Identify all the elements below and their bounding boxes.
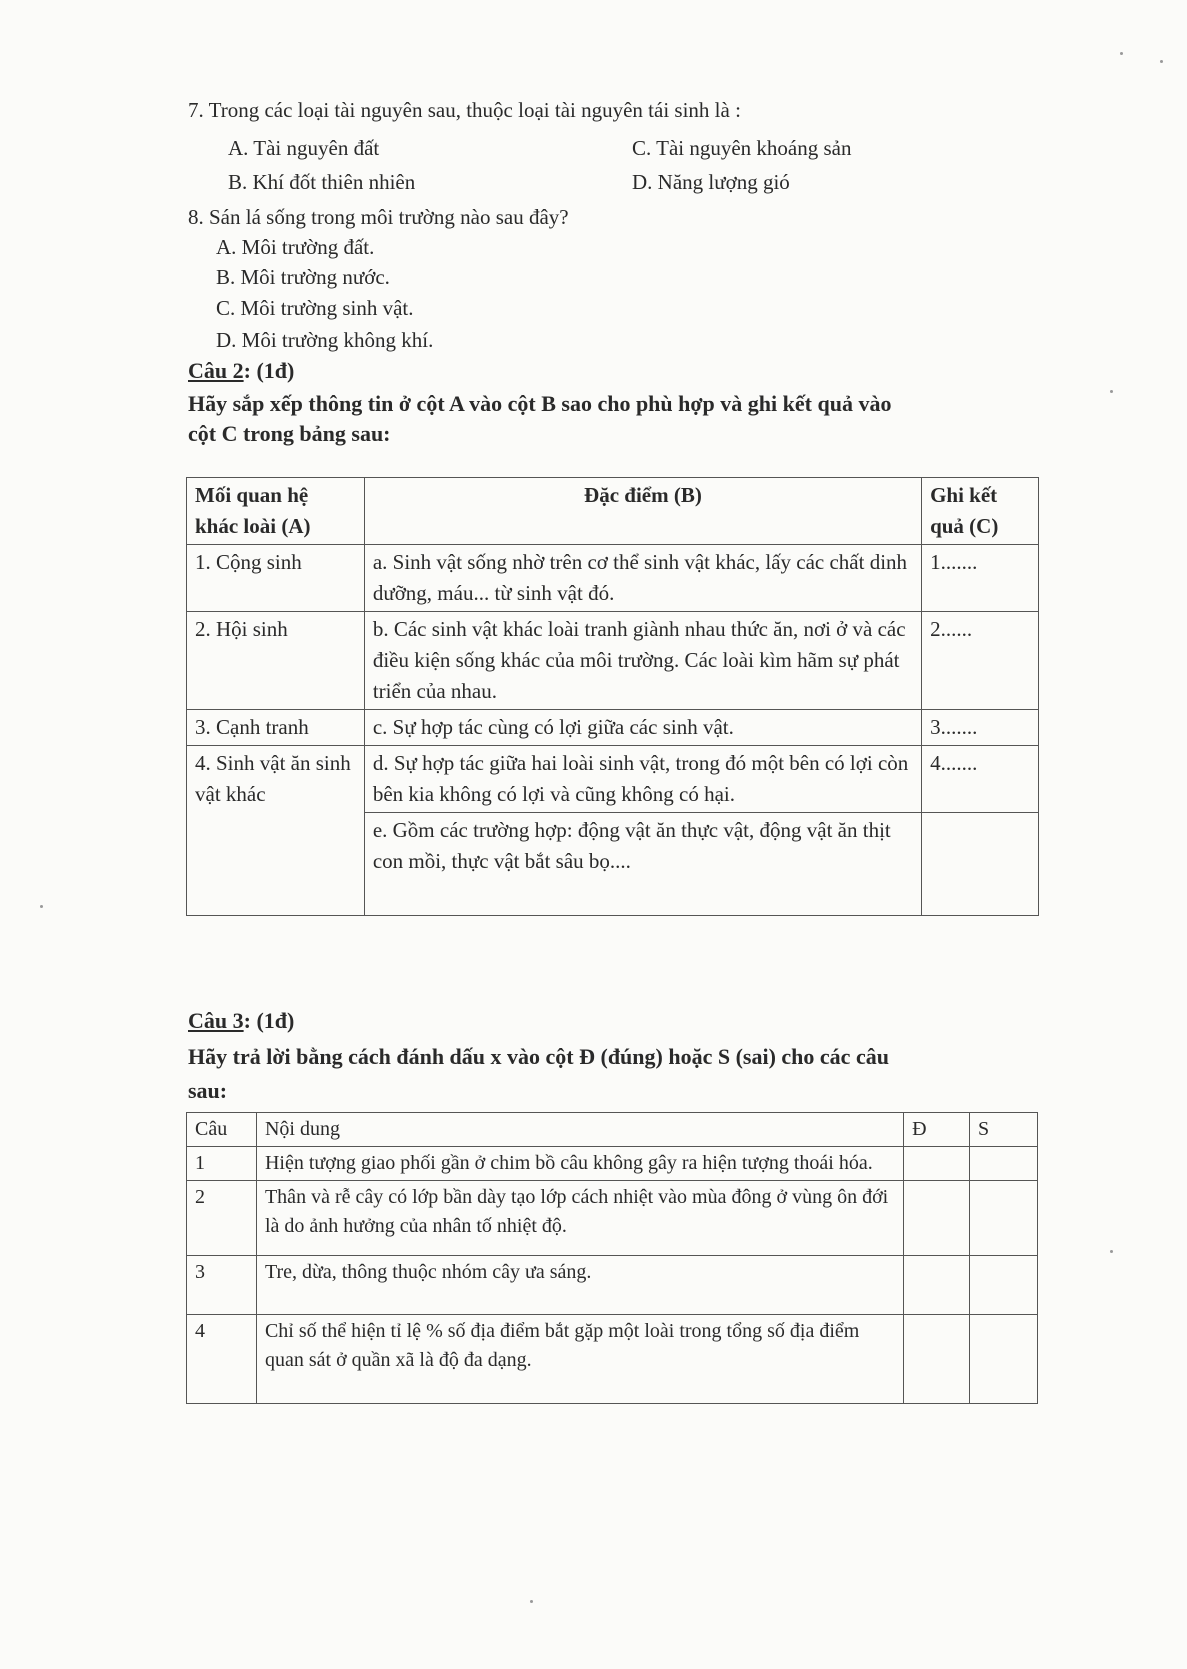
statement-number: 3 <box>187 1256 257 1315</box>
table-row <box>187 1181 1038 1256</box>
header-sai: S <box>970 1113 1038 1147</box>
table-row <box>187 1147 1038 1181</box>
statement-text: Tre, dừa, thông thuộc nhóm cây ưa sáng. <box>256 1256 903 1315</box>
characteristic-cell: a. Sinh vật sống nhờ trên cơ thể sinh vật khác, lấy các chất dinh dưỡng, máu... từ sinh vật đó. <box>364 545 921 612</box>
scan-speck <box>1160 60 1163 63</box>
q8-option-c: C. Môi trường sinh vật. <box>216 296 414 320</box>
relation-cell: 3. Cạnh tranh <box>187 710 365 746</box>
q8-option-b: B. Môi trường nước. <box>216 265 390 289</box>
cau2-instruction-line1: Hãy sắp xếp thông tin ở cột A vào cột B sao cho phù hợp và ghi kết quả vào <box>188 391 892 416</box>
statement-text: Chỉ số thể hiện tỉ lệ % số địa điểm bắt gặp một loài trong tổng số địa điểm quan sát ở quần xã là độ đa dạng. <box>256 1315 903 1404</box>
true-checkbox-cell[interactable] <box>904 1256 970 1315</box>
statement-text: Thân và rễ cây có lớp bần dày tạo lớp cách nhiệt vào mùa đông ở vùng ôn đới là do ảnh hưởng của nhân tố nhiệt độ. <box>256 1181 903 1256</box>
q8-option-d: D. Môi trường không khí. <box>216 328 434 352</box>
true-checkbox-cell[interactable] <box>904 1315 970 1404</box>
cau3-instruction-line1: Hãy trả lời bằng cách đánh dấu x vào cột Đ (đúng) hoặc S (sai) cho các câu <box>188 1044 889 1069</box>
false-checkbox-cell[interactable] <box>970 1315 1038 1404</box>
cau2-instruction-line2: cột C trong bảng sau: <box>188 421 391 446</box>
table-row <box>187 545 1039 612</box>
answer-blank[interactable]: 2...... <box>922 612 1039 710</box>
statement-number: 4 <box>187 1315 257 1404</box>
table-row <box>187 1256 1038 1315</box>
q8-option-a: A. Môi trường đất. <box>216 235 375 259</box>
false-checkbox-cell[interactable] <box>970 1256 1038 1315</box>
answer-blank[interactable]: 1....... <box>922 545 1039 612</box>
cau2-points: : (1đ) <box>243 358 295 383</box>
characteristic-cell: d. Sự hợp tác giữa hai loài sinh vật, trong đó một bên có lợi còn bên kia không có lợi và cũng không có hại. <box>364 746 921 813</box>
cau3-instruction-line2: sau: <box>188 1078 228 1103</box>
q7-option-c: C. Tài nguyên khoáng sản <box>632 136 852 160</box>
table-header-row <box>187 478 1039 545</box>
q7-option-a: A. Tài nguyên đất <box>228 136 380 160</box>
q7-option-b: B. Khí đốt thiên nhiên <box>228 170 416 194</box>
statement-text: Hiện tượng giao phối gần ở chim bồ câu không gây ra hiện tượng thoái hóa. <box>256 1147 903 1181</box>
empty-cell <box>922 813 1039 916</box>
table-row <box>187 710 1039 746</box>
scan-speck <box>530 1600 533 1603</box>
statement-number: 2 <box>187 1181 257 1256</box>
false-checkbox-cell[interactable] <box>970 1147 1038 1181</box>
cau3-label: Câu 3 <box>188 1008 244 1033</box>
table-row <box>187 1315 1038 1404</box>
scan-speck <box>40 905 43 908</box>
scan-speck <box>1110 390 1113 393</box>
table-row <box>187 746 1039 813</box>
cau2-matching-table <box>186 477 1039 916</box>
cau3-points: : (1đ) <box>243 1008 295 1033</box>
scan-speck <box>1110 1250 1113 1253</box>
relation-cell: 2. Hội sinh <box>187 612 365 710</box>
scan-speck <box>1120 52 1123 55</box>
answer-blank[interactable]: 4....... <box>922 746 1039 813</box>
true-checkbox-cell[interactable] <box>904 1181 970 1256</box>
header-col-b: Đặc điểm (B) <box>364 478 921 545</box>
header-noi-dung: Nội dung <box>256 1113 903 1147</box>
relation-cell: 1. Cộng sinh <box>187 545 365 612</box>
header-col-a: Mối quan hệ khác loài (A) <box>187 478 365 545</box>
relation-cell: 4. Sinh vật ăn sinh vật khác <box>187 746 365 916</box>
header-dung: Đ <box>904 1113 970 1147</box>
cau3-heading <box>188 1008 294 1034</box>
q8-stem: 8. Sán lá sống trong môi trường nào sau đây? <box>188 205 569 229</box>
characteristic-cell: b. Các sinh vật khác loài tranh giành nhau thức ăn, nơi ở và các điều kiện sống khác của môi trường. Các loài kìm hãm sự phát triển của nhau. <box>364 612 921 710</box>
q7-option-d: D. Năng lượng gió <box>632 170 790 194</box>
table-row <box>187 612 1039 710</box>
q7-stem: 7. Trong các loại tài nguyên sau, thuộc loại tài nguyên tái sinh là : <box>188 98 741 122</box>
true-checkbox-cell[interactable] <box>904 1147 970 1181</box>
false-checkbox-cell[interactable] <box>970 1181 1038 1256</box>
table-header-row <box>187 1113 1038 1147</box>
cau3-true-false-table <box>186 1112 1038 1404</box>
header-col-c: Ghi kết quả (C) <box>922 478 1039 545</box>
statement-number: 1 <box>187 1147 257 1181</box>
header-cau: Câu <box>187 1113 257 1147</box>
answer-blank[interactable]: 3....... <box>922 710 1039 746</box>
cau2-label: Câu 2 <box>188 358 244 383</box>
cau2-heading <box>188 358 294 384</box>
characteristic-cell: e. Gồm các trường hợp: động vật ăn thực vật, động vật ăn thịt con mồi, thực vật bắt sâu bọ.... <box>364 813 921 916</box>
characteristic-cell: c. Sự hợp tác cùng có lợi giữa các sinh vật. <box>364 710 921 746</box>
